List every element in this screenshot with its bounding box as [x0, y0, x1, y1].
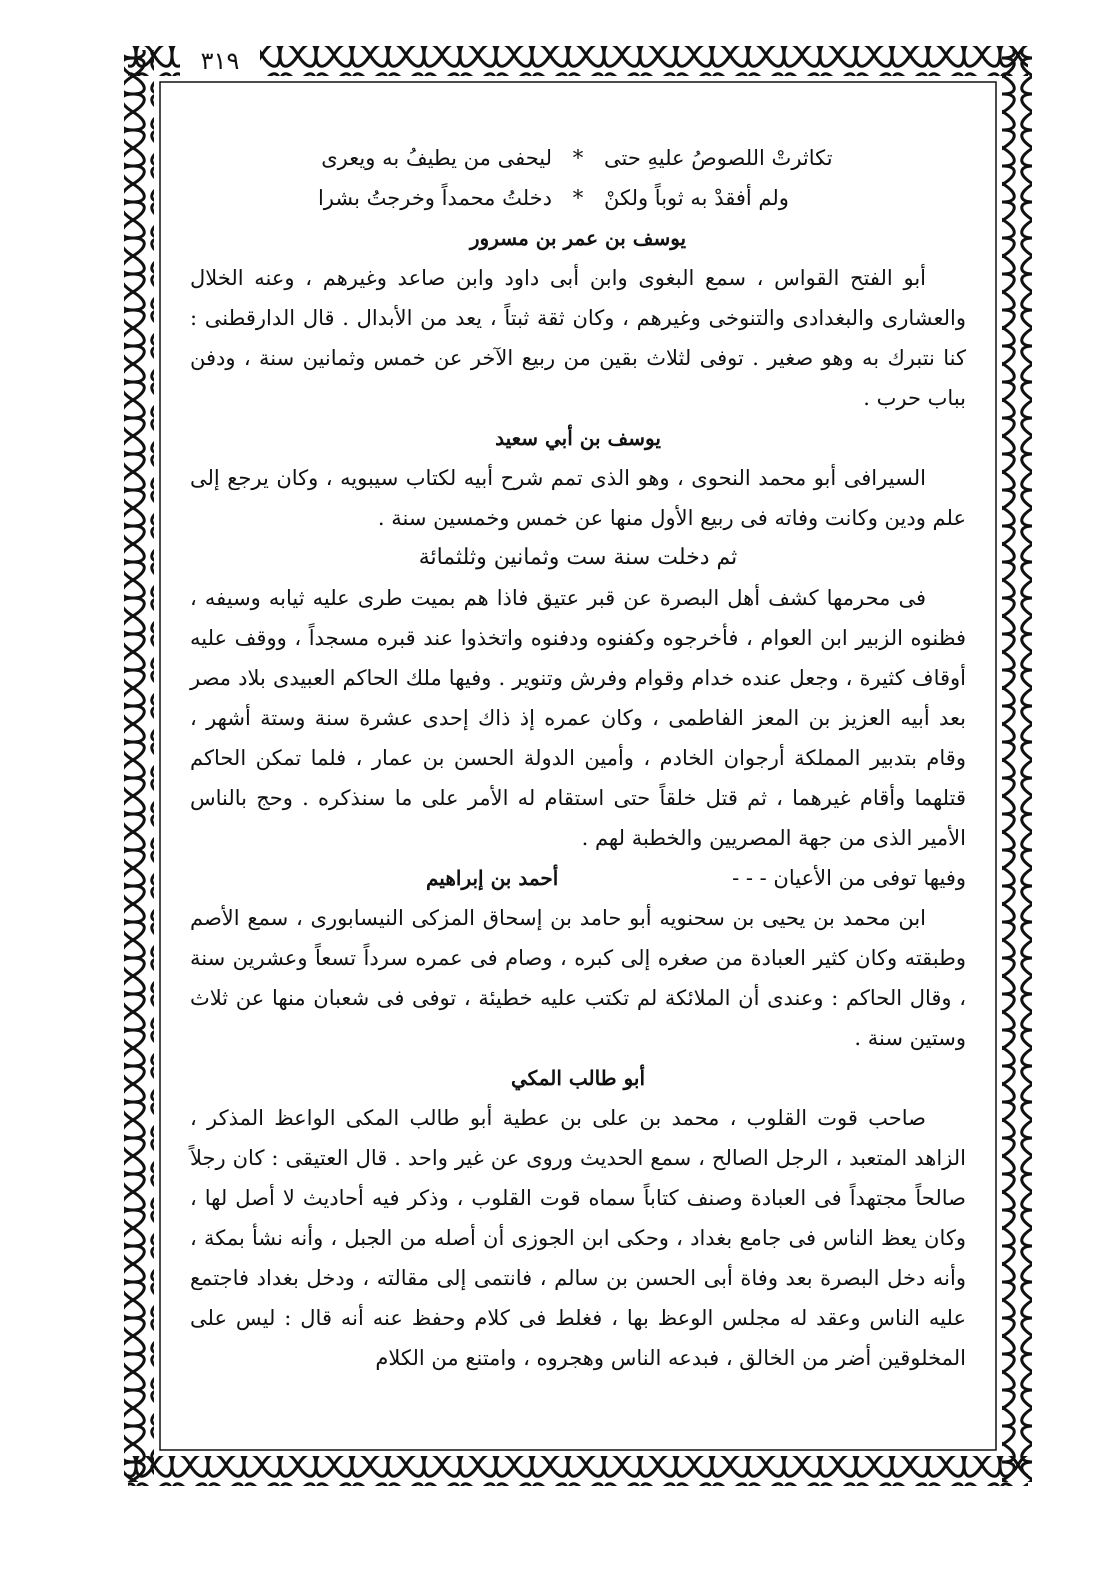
entry-text: أبو الفتح القواس ، سمع البغوى وابن أبى داود وابن صاعد وغيرهم ، وعنه الخلال والعشارى والبغدادى والتنوخى وغيرهم ، وكان ثقة ثبتاً ، يعد من الأبدال . قال الدارقطنى : كنا نتبرك به وهو صغير . توفى لثلاث بقين من ربيع الآخر عن خمس وثمانين سنة ، ودفن بباب حرب . [190, 266, 966, 410]
verse-second-hemistich: ليحفى من يطيفُ به ويعرى [321, 146, 552, 170]
page-content [190, 138, 966, 1378]
deaths-intro-row [426, 858, 966, 898]
verse-separator: * [572, 186, 584, 210]
verse-first-hemistich: ولم أفقدْ به ثوباً ولكنْ [604, 186, 789, 210]
verse-line [190, 178, 966, 218]
verse-second-hemistich: دخلتُ محمداً وخرجتُ بشرا [317, 186, 552, 210]
verse-first-hemistich: تكاثرتْ اللصوصُ عليهِ حتى [604, 146, 833, 170]
entry-heading: يوسف بن أبي سعيد [495, 426, 661, 450]
entry-heading: أبو طالب المكي [510, 1066, 646, 1090]
year-events-text: فى محرمها كشف أهل البصرة عن قبر عتيق فاذا هم بميت طرى عليه ثيابه وسيفه ، فظنوه الزبير ابن العوام ، فأخرجوه وكفنوه ودفنوه واتخذوا عند قبره مسجداً ، ووقف عليه أوقاف كثيرة ، وجعل عنده خدام وقوام وفرش وتنوير . وفيها ملك الحاكم العبيدى بلاد مصر بعد أبيه العزيز بن المعز الفاطمى ، وكان عمره إذ ذاك إحدى عشرة سنة وستة أشهر ، وقام بتدبير المملكة أرجوان الخادم ، وأمين الدولة الحسن بن عمار ، فلما تمكن الحاكم قتلهما وأقام غيرهما ، ثم قتل خلقاً حتى استقام له الأمر على ما سنذكره . وحج بالناس الأمير الذى من جهة المصريين والخطبة لهم . [190, 586, 966, 850]
entry-heading-inline: أحمد بن إبراهيم [426, 866, 559, 890]
page-number: ٣١٩ [180, 42, 260, 80]
entry-text: صاحب قوت القلوب ، محمد بن على بن عطية أبو طالب المكى الواعظ المذكر ، الزاهد المتعبد ، الرجل الصالح ، سمع الحديث وروى عن غير واحد . قال العتيقى : كان رجلاً صالحاً مجتهداً فى العبادة وصنف كتاباً سماه قوت القلوب ، وذكر فيه أحاديث لا أصل لها ، وكان يعظ الناس فى جامع بغداد ، وحكى ابن الجوزى أن أصله من الجبل ، وأنه نشأ بمكة ، وأنه دخل البصرة بعد وفاة أبى الحسن بن سالم ، فانتمى إلى مقالته ، ودخل بغداد فاجتمع عليه الناس وعقد له مجلس الوعظ بها ، فغلط فى كلام وحفظ عنه أنه قال : ليس على المخلوقين أضر من الخالق ، فبدعه الناس وهجروه ، وامتنع من الكلام [190, 1106, 966, 1370]
verse-line [190, 138, 966, 178]
entry-heading: يوسف بن عمر بن مسرور [469, 226, 687, 250]
deaths-intro: وفيها توفى من الأعيان - - - [732, 866, 966, 890]
verse-separator: * [572, 146, 584, 170]
entry-text: السيرافى أبو محمد النحوى ، وهو الذى تمم شرح أبيه لكتاب سيبويه ، وكان يرجع إلى علم ودين وكانت وفاته فى ربيع الأول منها عن خمس وخمسين سنة . [190, 466, 966, 530]
year-heading: ثم دخلت سنة ست وثمانين وثلثمائة [418, 545, 738, 570]
entry-text: ابن محمد بن يحيى بن سحنويه أبو حامد بن إسحاق المزكى النيسابورى ، سمع الأصم وطبقته وكان كثير العبادة من صغره إلى كبره ، وصام فى عمره سرداً تسعاً وعشرين سنة ، وقال الحاكم : وعندى أن الملائكة لم تكتب عليه خطيئة ، توفى فى شعبان منها عن ثلاث وستين سنة . [190, 906, 966, 1050]
page-frame [118, 40, 1038, 1492]
